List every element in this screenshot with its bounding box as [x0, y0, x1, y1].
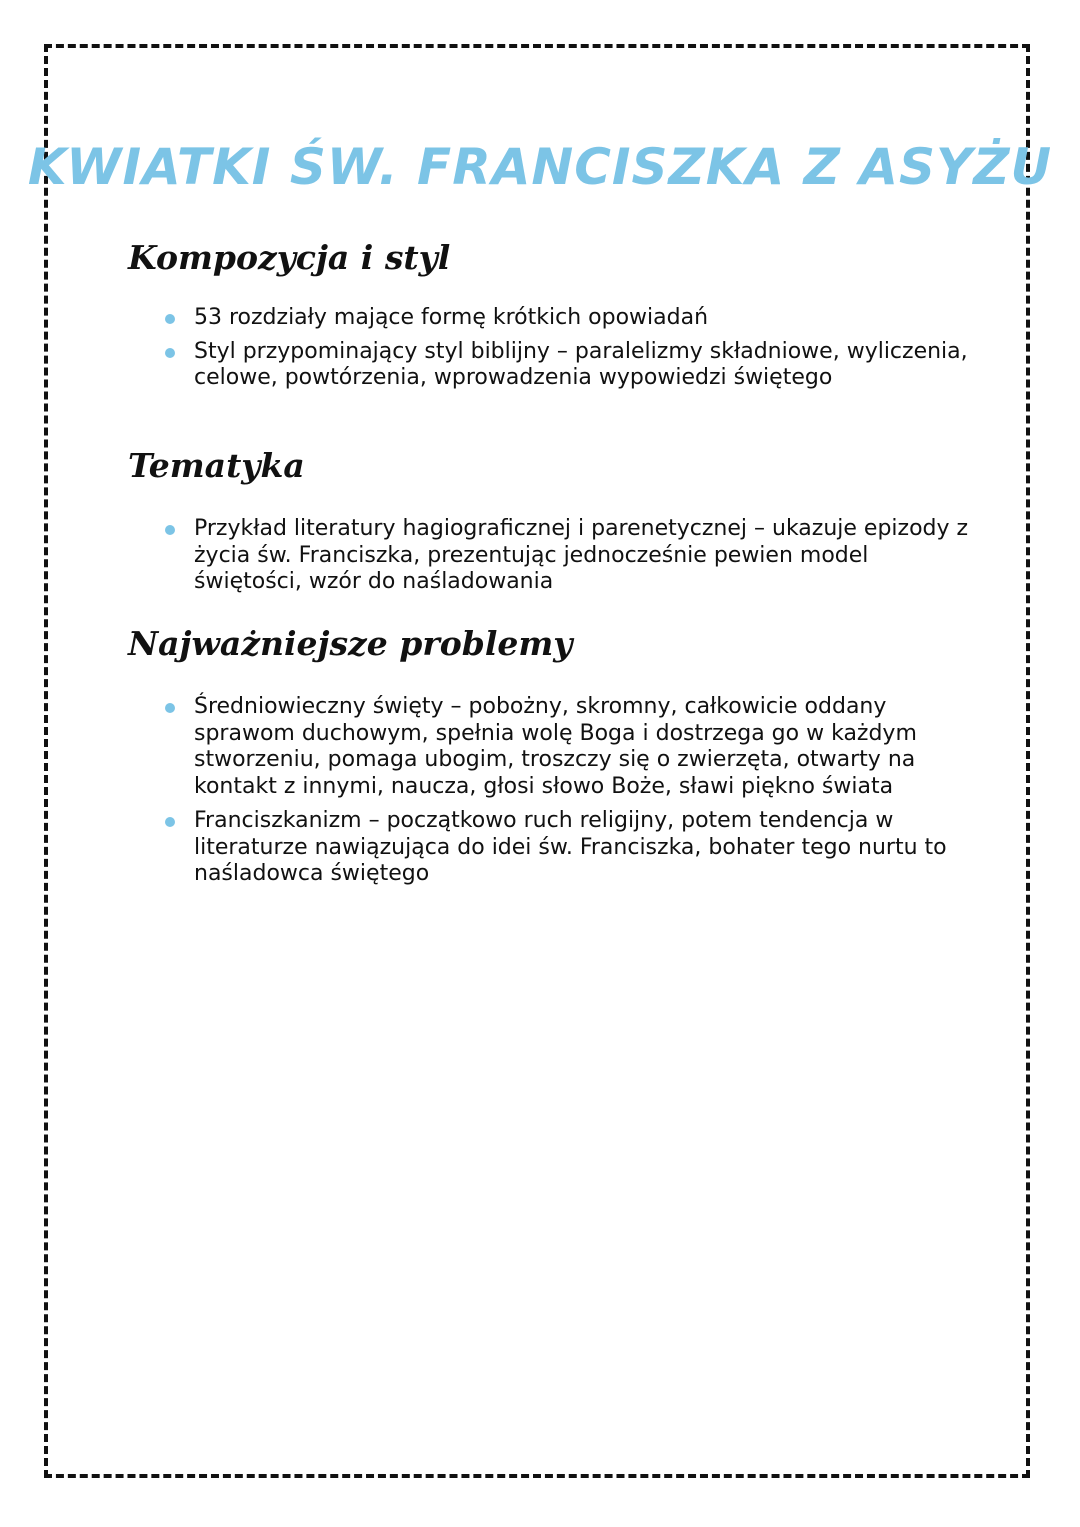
section-heading: Tematyka: [128, 446, 305, 485]
bullet-list: [128, 516, 978, 596]
bullet-dot-icon: [165, 703, 175, 713]
section-problemy: [128, 622, 978, 888]
bullet-dot-icon: [165, 817, 175, 827]
bullet-list: [128, 694, 978, 888]
page-title: KWIATKI ŚW. FRANCISZKA Z ASYŻU: [27, 138, 1053, 196]
list-item-text: Styl przypominający styl biblijny – paralelizmy składniowe, wyliczenia, celowe, powtórzenia, wprowadzenia wypowiedzi świętego: [194, 338, 968, 390]
section-tematyka: [128, 444, 978, 596]
bullet-dot-icon: [165, 314, 175, 324]
section-heading: Kompozycja i styl: [128, 238, 451, 277]
bullet-dot-icon: [165, 348, 175, 358]
list-item: [128, 694, 978, 800]
list-item-text: Przykład literatury hagiograficznej i parenetycznej – ukazuje epizody z życia św. Franciszka, prezentując jednocześnie pewien model świętości, wzór do naśladowania: [194, 516, 969, 594]
list-item: [128, 516, 978, 596]
list-item-text: Franciszkanizm – początkowo ruch religijny, potem tendencja w literaturze nawiązująca do idei św. Franciszka, bohater tego nurtu to naśladowca świętego: [194, 808, 947, 886]
section-kompozycja: [128, 236, 978, 392]
bullet-dot-icon: [165, 525, 175, 535]
bullet-list: [128, 305, 978, 392]
list-item: [128, 305, 978, 332]
list-item-text: Średniowieczny święty – pobożny, skromny, całkowicie oddany sprawom duchowym, spełnia wolę Boga i dostrzega go w każdym stworzeniu, pomaga ubogim, troszczy się o zwierzęta, otwarty na kontakt z innymi, naucza, głosi słowo Boże, sławi piękno świata: [194, 694, 917, 799]
list-item: [128, 339, 978, 392]
list-item: [128, 808, 978, 888]
section-heading: Najważniejsze problemy: [128, 624, 573, 663]
list-item-text: 53 rozdziały mające formę krótkich opowiadań: [194, 305, 709, 330]
